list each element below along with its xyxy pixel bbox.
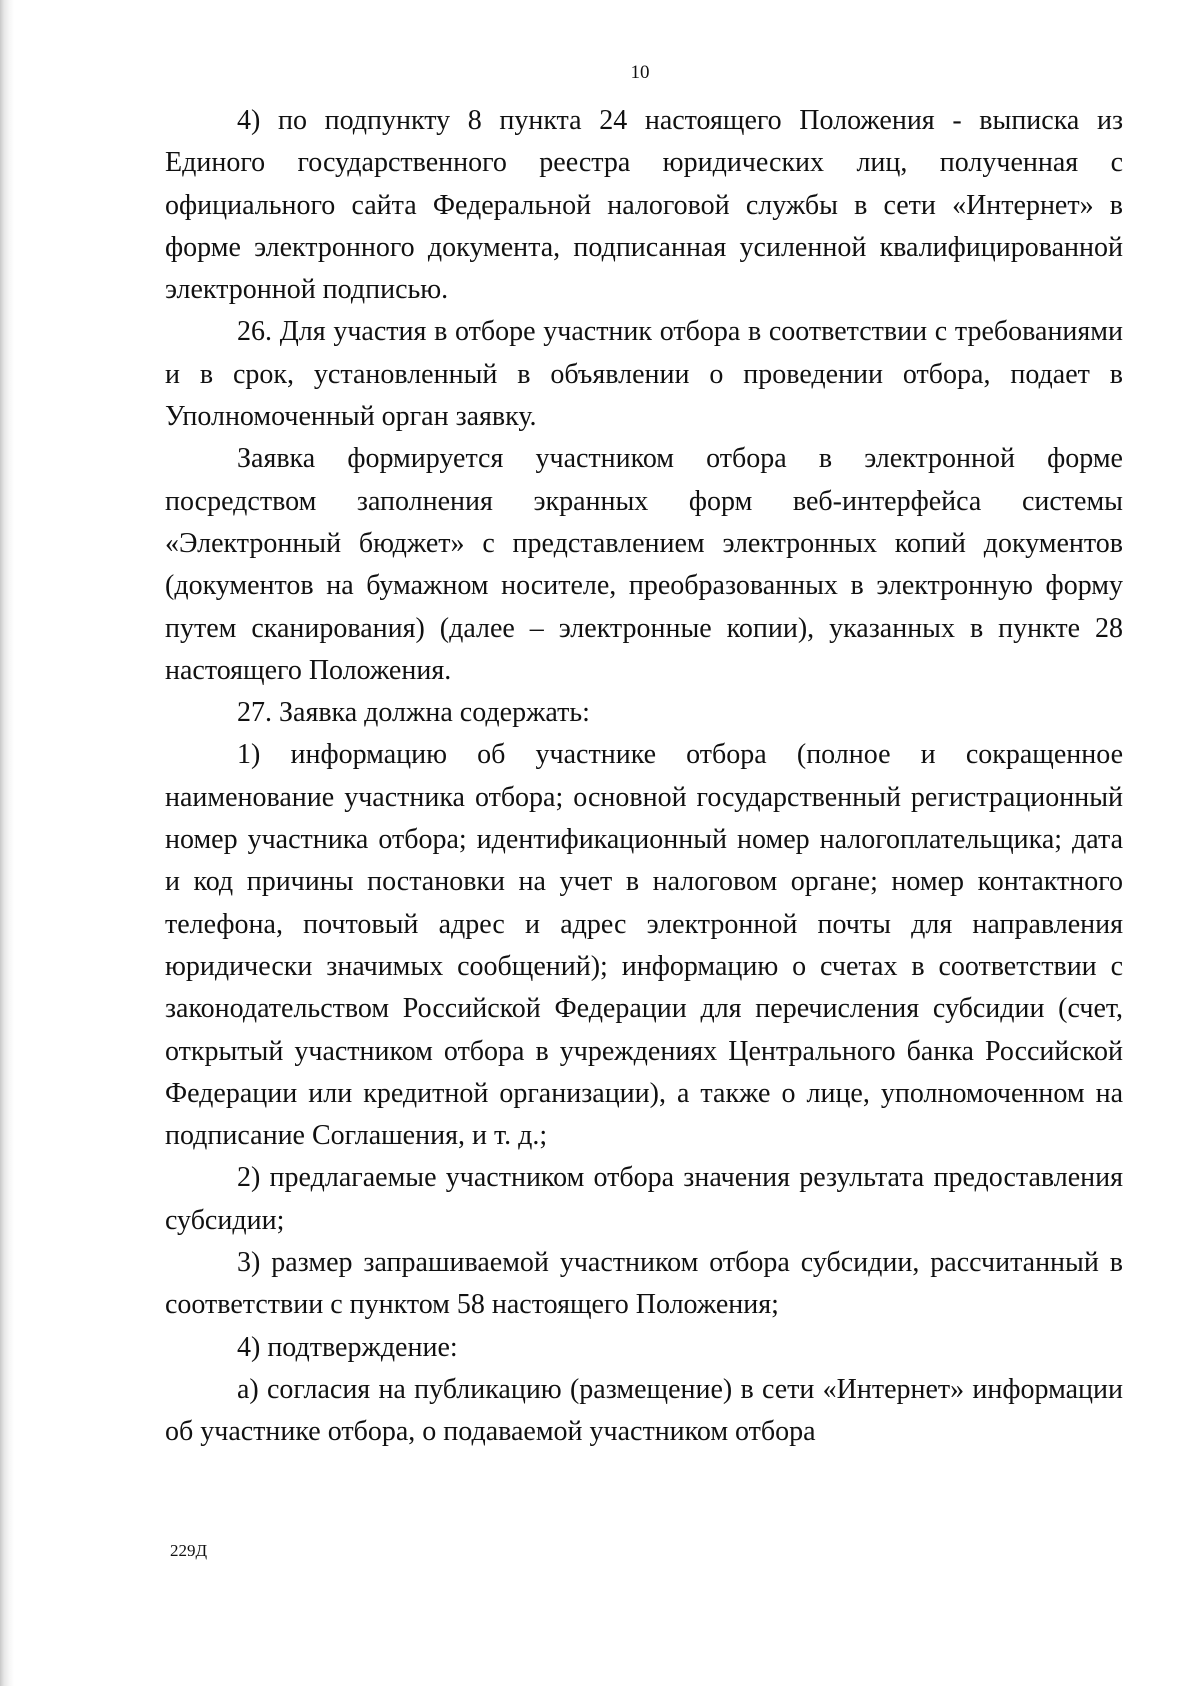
paragraph-27-item-4a: а) согласия на публикацию (размещение) в сети «Интернет» информации об участнике отбора, о подаваемой участником отбора [165,1373,1123,1448]
paragraph-27-item-2: 2) предлагаемые участником отбора значения результата предоставления субсидии; [165,1162,1123,1236]
paragraph-27-item-1: 1) информацию об участнике отбора (полное и сокращенное наименование участника отбора; основной государственный регистрационный номер участника отбора; идентификационный номер налогоплательщика; дата и код причины постановки на учет в налоговом органе; номер контактного телефона, почтовый адрес и адрес электронной почты для направления юридически значимых сообщений); информацию о счетах в соответствии с законодательством Российской Федерации для перечисления субсидии (счет, открытый участником отбора в учреждениях Центрального банка Российской Федерации или кредитной организации), а также о лице, уполномоченном на подписание Соглашения, и т. д.; [165,739,1123,1152]
scan-edge-shadow [0,0,14,1686]
paragraph-27-item-3: 3) размер запрашиваемой участником отбора субсидии, рассчитанный в соответствии с пунктом 58 настоящего Положения; [165,1247,1123,1321]
paragraph-item-4-extract: 4) по подпункту 8 пункта 24 настоящего Положения - выписка из Единого государственного реестра юридических лиц, полученная с официального сайта Федеральной налоговой службы в сети «Интернет» в форме электронного документа, подписанная усиленной квалифицированной электронной подписью. [165,105,1123,306]
document-code: 229Д [170,1541,208,1560]
paragraph-application-formation: Заявка формируется участником отбора в электронной форме посредством заполнения экранных форм веб-интерфейса системы «Электронный бюджет» с представлением электронных копий документов (документов на бумажном носителе, преобразованных в электронную форму путем сканирования) (далее – электронные копии), указанных в пункте 28 настоящего Положения. [165,443,1123,686]
document-body [165,100,1123,1454]
paragraph-27-heading: 27. Заявка должна содержать: [237,697,590,729]
paragraph-27-item-4: 4) подтверждение: [237,1331,458,1363]
paragraph-26-participation: 26. Для участия в отборе участник отбора в соответствии с требованиями и в срок, установленный в объявлении о проведении отбора, подает в Уполномоченный орган заявку. [165,316,1123,433]
page-number: 10 [630,62,650,83]
